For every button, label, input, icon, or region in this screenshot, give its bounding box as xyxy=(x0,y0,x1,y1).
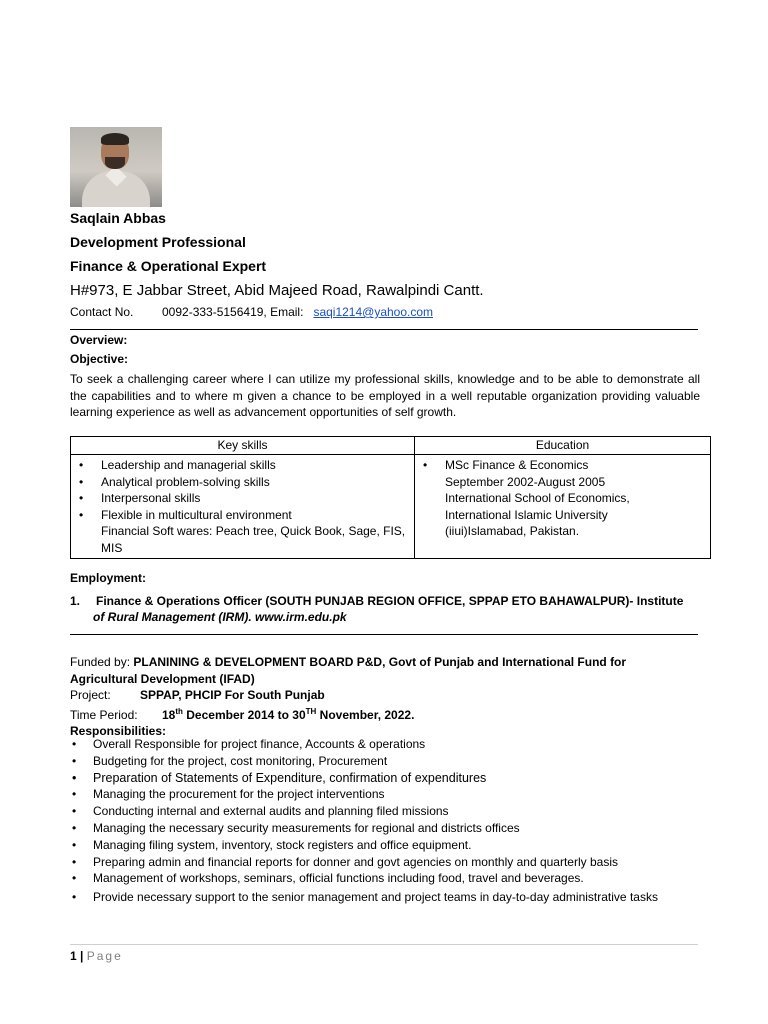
skill-item: • Interpersonal skills xyxy=(75,490,410,507)
objective-heading: Objective: xyxy=(70,352,129,366)
employment-title: Finance & Operations Officer (SOUTH PUNJAB REGION OFFICE, SPPAP ETO BAHAWALPUR)- Institute xyxy=(96,594,684,608)
education-header: Education xyxy=(415,437,711,455)
key-skills-cell xyxy=(71,455,415,559)
software-skills: Financial Soft wares: Peach tree, Quick Book, Sage, FIS, MIS xyxy=(101,524,406,555)
time-value xyxy=(162,708,414,722)
education-location: (iiui)Islamabad, Pakistan. xyxy=(445,524,580,538)
footer-divider xyxy=(70,944,698,945)
skill-item: • Analytical problem-solving skills xyxy=(75,474,410,491)
overview-heading: Overview: xyxy=(70,333,128,347)
education-university: International Islamic University xyxy=(445,507,608,522)
time-start-rest: December 2014 to 30 xyxy=(182,707,306,722)
page-separator: | xyxy=(80,949,84,963)
responsibility-item: • Provide necessary support to the senior management and project teams in day-to-day administrative tasks xyxy=(70,889,698,906)
employment-item xyxy=(70,592,683,610)
photo-beard-shape xyxy=(105,157,125,169)
contact-label: Contact No. xyxy=(70,305,134,319)
responsibility-item: • Managing the necessary security measurements for regional and districts offices xyxy=(70,820,698,837)
responsibility-item: • Conducting internal and external audits and planning filed missions xyxy=(70,803,698,820)
responsibility-item: • Budgeting for the project, cost monitoring, Procurement xyxy=(70,753,698,770)
responsibility-item: • Preparing admin and financial reports for donner and govt agencies on monthly and quarterly basis xyxy=(70,854,698,871)
skill-item: • Leadership and managerial skills xyxy=(75,457,410,474)
funded-value: PLANINING & DEVELOPMENT BOARD P&D, Govt of Punjab and International Fund for Agricultural Development (IFAD) xyxy=(70,655,627,686)
education-period: September 2002-August 2005 xyxy=(445,474,606,489)
email-link[interactable]: saqi1214@yahoo.com xyxy=(313,305,434,319)
candidate-name: Saqlain Abbas xyxy=(70,210,166,226)
page-number: 1 xyxy=(70,949,77,963)
skill-item: • Flexible in multicultural environment xyxy=(75,507,410,524)
time-end-rest: November, 2022. xyxy=(316,707,415,722)
responsibility-item: • Managing filing system, inventory, stock registers and office equipment. xyxy=(70,837,698,854)
funded-label: Funded by: xyxy=(70,655,131,669)
project-label: Project: xyxy=(70,688,111,702)
education-school: International School of Economics, xyxy=(445,491,630,505)
divider-top xyxy=(70,329,698,330)
responsibility-item: • Preparation of Statements of Expenditure, confirmation of expenditures xyxy=(70,770,698,787)
skills-education-table xyxy=(70,436,711,559)
time-start-sup: th xyxy=(175,706,183,716)
candidate-address: H#973, E Jabbar Street, Abid Majeed Road, Rawalpindi Cantt. xyxy=(70,282,484,299)
contact-line xyxy=(70,305,433,319)
project-line xyxy=(70,687,670,704)
employment-details xyxy=(70,654,670,740)
time-label: Time Period: xyxy=(70,707,138,722)
responsibility-item: • Management of workshops, seminars, official functions including food, travel and beverages. xyxy=(70,870,698,887)
candidate-role: Development Professional xyxy=(70,234,246,250)
key-skills-header: Key skills xyxy=(71,437,415,455)
time-start-day: 18 xyxy=(162,707,176,722)
responsibility-item: • Managing the procurement for the project interventions xyxy=(70,786,698,803)
employment-number: 1. xyxy=(70,594,81,608)
employment-title-continued: of Rural Management (IRM). www.irm.edu.pk xyxy=(93,610,347,624)
project-value: SPPAP, PHCIP For South Punjab xyxy=(140,688,325,702)
page-footer xyxy=(70,949,123,963)
contact-phone: 0092-333-5156419, Email: xyxy=(162,305,304,319)
employment-heading: Employment: xyxy=(70,571,147,585)
objective-text: To seek a challenging career where I can utilize my professional skills, knowledge and to be able to demonstrate all the capabilities and to where m given a chance to be employed in a well reputable organization providing valuable learning experience as well as advancement opportunities of self growth. xyxy=(70,372,700,419)
time-period-line xyxy=(70,704,670,724)
profile-photo xyxy=(70,127,162,207)
responsibilities-heading: Responsibilities: xyxy=(70,724,167,738)
time-end-sup: TH xyxy=(305,706,317,716)
page-label: Page xyxy=(86,949,123,963)
funded-by-line xyxy=(70,654,670,687)
responsibilities-list xyxy=(70,736,698,906)
education-cell xyxy=(415,455,711,559)
divider-employment xyxy=(70,634,698,635)
candidate-expertise: Finance & Operational Expert xyxy=(70,258,267,274)
education-degree: • MSc Finance & Economics xyxy=(419,457,706,474)
photo-hair-shape xyxy=(101,133,129,145)
responsibility-item: • Overall Responsible for project finance, Accounts & operations xyxy=(70,736,698,753)
